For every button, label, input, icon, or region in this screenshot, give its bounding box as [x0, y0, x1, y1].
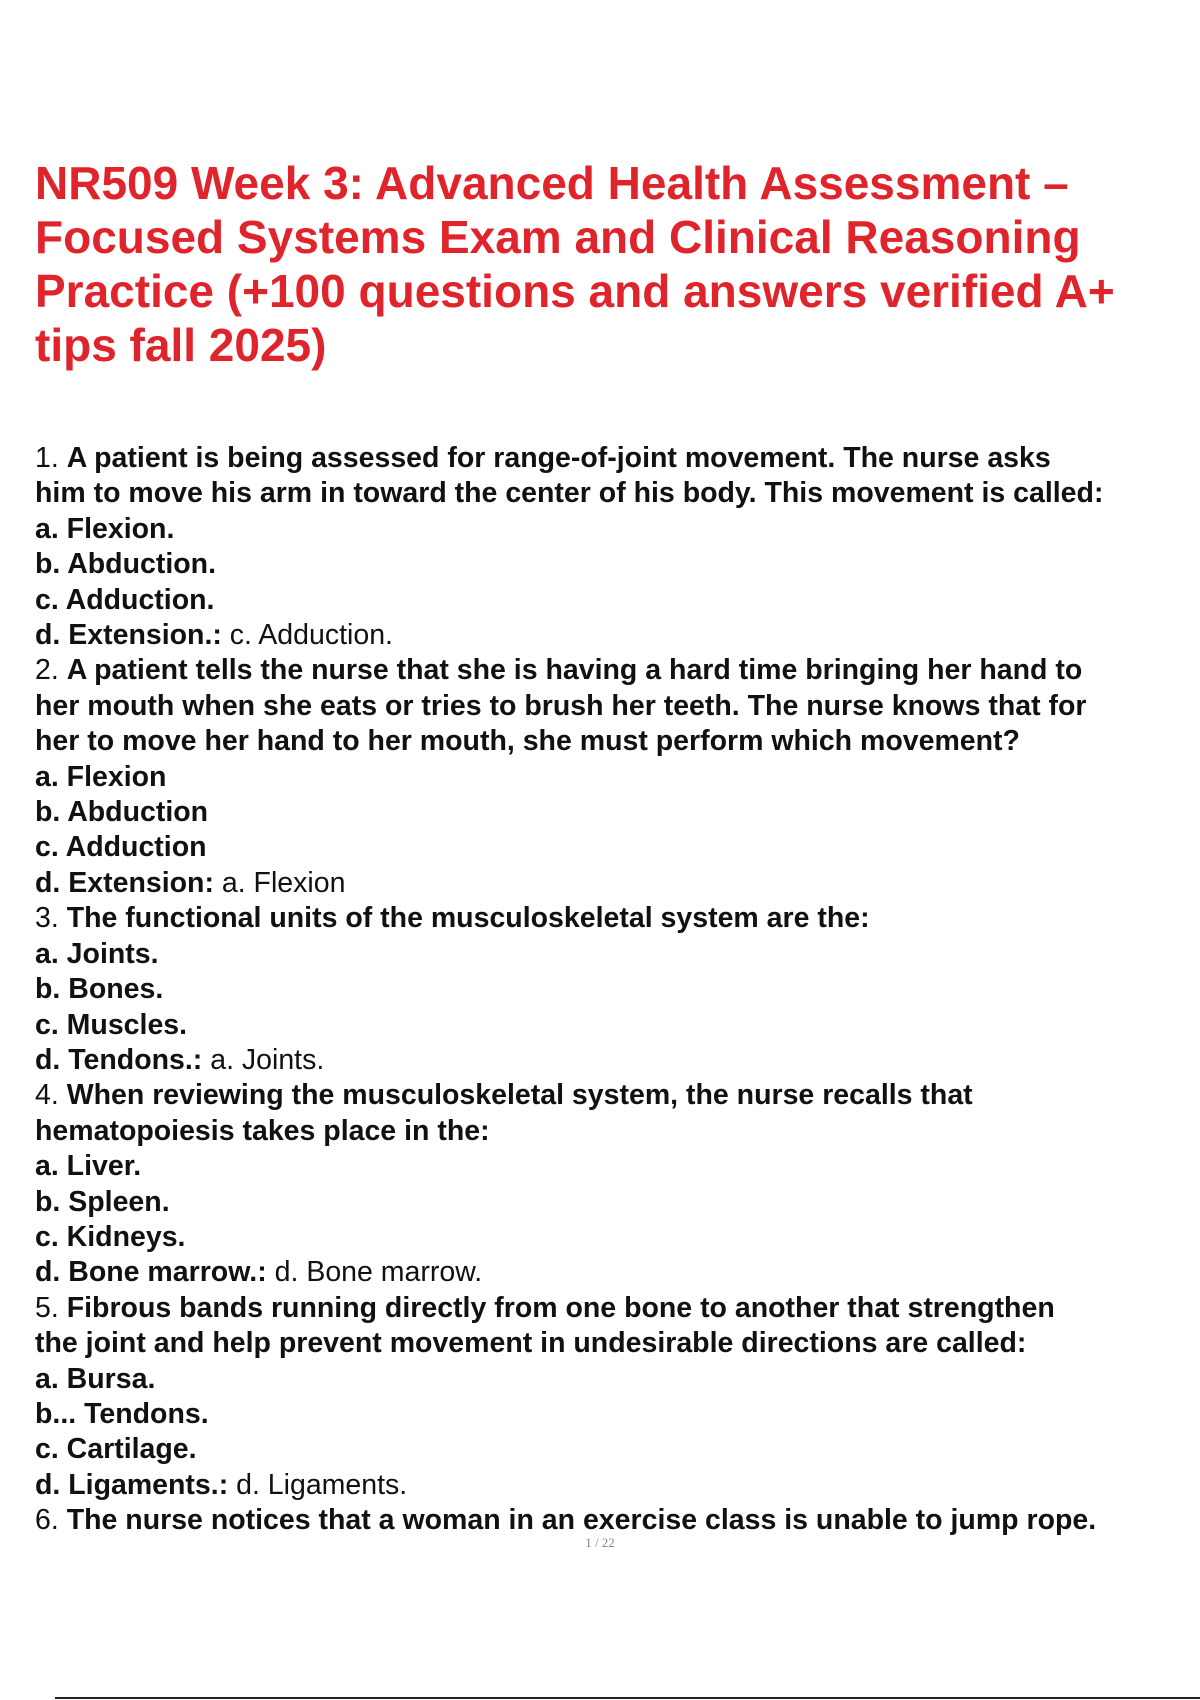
- question-2-number: 2.: [35, 654, 59, 687]
- question-1-option-b: b. Abduction.: [35, 548, 216, 581]
- document-title: NR509 Week 3: Advanced Health Assessment – Focused Systems Exam and Clinical Reasoning Practice (+100 questions and answers verified A+ tips fall 2025): [35, 157, 1115, 371]
- question-3-answer: a. Joints.: [202, 1043, 325, 1076]
- question-1: [35, 441, 1200, 653]
- question-1-option-d-row: [35, 618, 1200, 653]
- question-3-line-1: [35, 901, 1200, 936]
- question-1-number: 1.: [35, 442, 59, 474]
- question-4-option-d: d. Bone marrow.:: [35, 1256, 267, 1289]
- question-5-text-line-2: the joint and help prevent movement in undesirable directions are called:: [35, 1327, 1027, 1360]
- question-3-option-d-row: [35, 1043, 1200, 1078]
- question-1-option-c: c. Adduction.: [35, 583, 215, 616]
- footer-divider: [55, 1697, 1200, 1699]
- question-4: [35, 1078, 1200, 1290]
- question-2-text-line-3: her to move her hand to her mouth, she must perform which movement?: [35, 725, 1020, 758]
- question-5-option-a: a. Bursa.: [35, 1362, 156, 1395]
- question-5-option-c: c. Cartilage.: [35, 1433, 197, 1466]
- question-5-number: 5.: [35, 1291, 59, 1324]
- question-4-number: 4.: [35, 1079, 59, 1112]
- question-6: [35, 1503, 1200, 1538]
- question-2: [35, 653, 1200, 901]
- question-3-number: 3.: [35, 902, 59, 935]
- question-5-option-d: d. Ligaments.:: [35, 1468, 229, 1501]
- question-1-text-line-1: A patient is being assessed for range-of-joint movement. The nurse asks: [66, 442, 1051, 474]
- question-3-option-c: c. Muscles.: [35, 1008, 188, 1041]
- question-6-line-1: [35, 1503, 1200, 1538]
- question-3-option-b: b. Bones.: [35, 973, 164, 1006]
- question-1-text-line-2: him to move his arm in toward the center of his body. This movement is called:: [35, 477, 1104, 510]
- page-number: 1 / 22: [585, 1535, 615, 1550]
- question-2-option-d: d. Extension:: [35, 866, 214, 899]
- question-6-text-line-1: The nurse notices that a woman in an exercise class is unable to jump rope.: [66, 1504, 1097, 1537]
- question-1-option-a: a. Flexion.: [35, 512, 175, 545]
- question-4-text-line-2: hematopoiesis takes place in the:: [35, 1114, 490, 1147]
- question-4-option-c: c. Kidneys.: [35, 1220, 186, 1253]
- question-2-option-a: a. Flexion: [35, 760, 167, 793]
- question-5-answer: d. Ligaments.: [228, 1468, 408, 1501]
- question-5-text-line-1: Fibrous bands running directly from one bone to another that strengthen: [66, 1291, 1055, 1324]
- question-4-option-b: b. Spleen.: [35, 1185, 170, 1218]
- question-4-line-1: [35, 1078, 1200, 1113]
- question-4-answer: d. Bone marrow.: [266, 1256, 483, 1289]
- question-2-line-1: [35, 653, 1200, 688]
- question-3: [35, 901, 1200, 1078]
- question-2-text-line-1: A patient tells the nurse that she is having a hard time bringing her hand to: [66, 654, 1083, 687]
- question-5: [35, 1291, 1200, 1503]
- question-2-answer: a. Flexion: [213, 866, 346, 899]
- question-3-option-d: d. Tendons.:: [35, 1043, 203, 1076]
- question-4-option-d-row: [35, 1255, 1200, 1290]
- question-2-option-c: c. Adduction: [35, 831, 207, 864]
- question-2-option-d-row: [35, 866, 1200, 901]
- question-5-line-1: [35, 1291, 1200, 1326]
- question-4-text-line-1: When reviewing the musculoskeletal system, the nurse recalls that: [66, 1079, 973, 1112]
- question-1-line-1: [35, 441, 1200, 476]
- question-5-option-b: b... Tendons.: [35, 1397, 209, 1430]
- question-4-option-a: a. Liver.: [35, 1150, 142, 1183]
- question-list: [35, 441, 1200, 1539]
- question-3-option-a: a. Joints.: [35, 937, 159, 970]
- question-1-option-d: d. Extension.:: [35, 619, 222, 652]
- question-1-answer: c. Adduction.: [221, 619, 393, 652]
- question-3-text-line-1: The functional units of the musculoskeletal system are the:: [66, 902, 870, 935]
- question-6-number: 6.: [35, 1504, 59, 1537]
- question-2-text-line-2: her mouth when she eats or tries to brush her teeth. The nurse knows that for: [35, 689, 1087, 722]
- question-2-option-b: b. Abduction: [35, 796, 209, 829]
- question-5-option-d-row: [35, 1468, 1200, 1503]
